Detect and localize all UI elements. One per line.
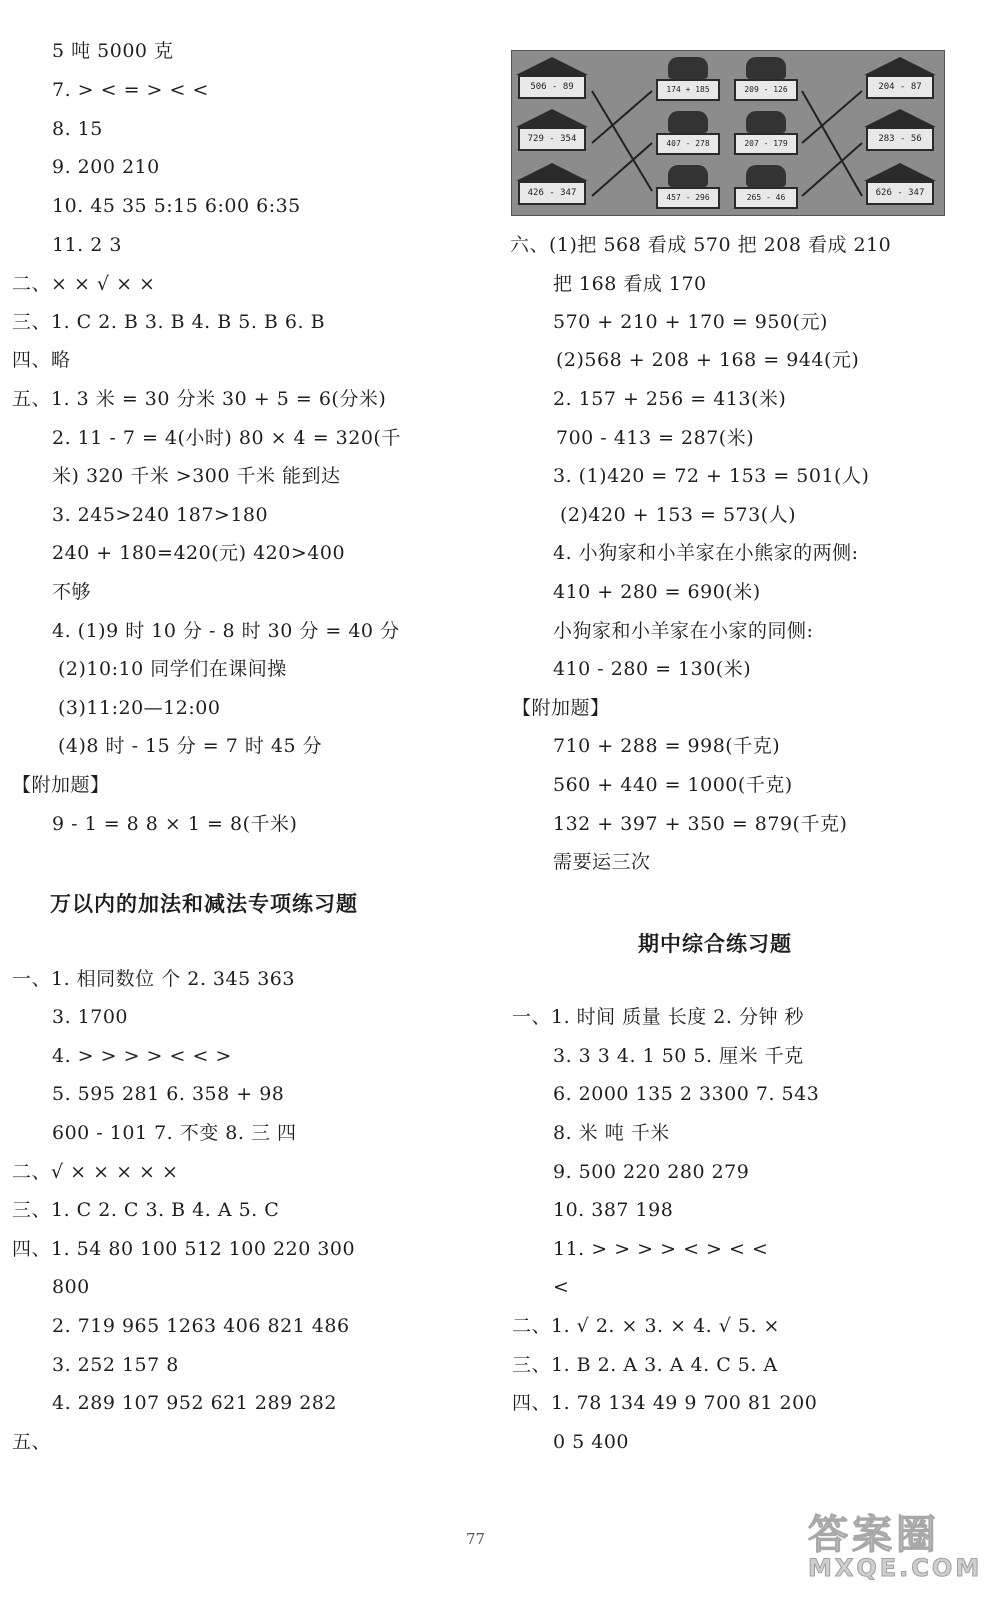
animal-icon	[734, 165, 798, 209]
matching-figure	[511, 50, 945, 216]
answer-line: 六、(1)把 568 看成 570 把 208 看成 210	[510, 234, 892, 256]
answer-line: 700 - 413 = 287(米)	[556, 427, 755, 449]
answer-line: 3. 252 157 8	[52, 1354, 179, 1376]
answer-line: 四、1. 54 80 100 512 100 220 300	[12, 1238, 356, 1260]
answer-line: 需要运三次	[553, 851, 651, 873]
answer-line: 0 5 400	[553, 1431, 630, 1453]
answer-line: 240 + 180=420(元) 420>400	[52, 542, 346, 564]
watermark-text: 答案圈	[808, 1512, 940, 1558]
answer-line: <	[553, 1276, 570, 1298]
answer-line: 410 + 280 = 690(米)	[553, 581, 761, 603]
answer-line: 600 - 101 7. 不变 8. 三 四	[52, 1122, 297, 1144]
house-label: 729 - 354	[518, 127, 586, 151]
answer-line: 2. 157 + 256 = 413(米)	[553, 388, 787, 410]
answer-line: (2)568 + 208 + 168 = 944(元)	[556, 349, 860, 371]
answer-line: 10. 387 198	[553, 1199, 674, 1221]
answer-line: 11. > > > > < > < <	[553, 1238, 769, 1260]
answer-line: 9. 200 210	[52, 156, 160, 178]
answer-line: 7. > < = > < <	[52, 79, 209, 101]
answer-line: 三、1. C 2. C 3. B 4. A 5. C	[12, 1199, 280, 1221]
answer-line: 二、1. √ 2. × 3. × 4. √ 5. ×	[512, 1315, 780, 1337]
answer-line: 米) 320 千米 >300 千米 能到达	[52, 465, 341, 487]
answer-line: 一、1. 时间 质量 长度 2. 分钟 秒	[512, 1006, 804, 1028]
answer-line: (2)420 + 153 = 573(人)	[560, 504, 797, 526]
animal-label: 407 - 278	[656, 133, 720, 155]
answer-line: (4)8 时 - 15 分 = 7 时 45 分	[58, 735, 323, 757]
answer-line: 【附加题】	[12, 774, 110, 796]
answer-line: 3. (1)420 = 72 + 153 = 501(人)	[553, 465, 870, 487]
answer-line: 二、× × √ × ×	[12, 273, 156, 295]
answer-line: 560 + 440 = 1000(千克)	[553, 774, 793, 796]
answer-line: 4. 小狗家和小羊家在小熊家的两侧:	[553, 542, 859, 564]
answer-line: (3)11:20—12:00	[58, 697, 221, 719]
section-title: 万以内的加法和减法专项练习题	[50, 892, 358, 916]
watermark-logo	[808, 1503, 983, 1593]
answer-line: 11. 2 3	[52, 234, 122, 256]
answer-line: 3. 245>240 187>180	[52, 504, 269, 526]
answer-line: 8. 米 吨 千米	[553, 1122, 670, 1144]
house-icon	[864, 109, 936, 151]
answer-line: 8. 15	[52, 118, 103, 140]
animal-icon	[734, 57, 798, 101]
answer-line: 9. 500 220 280 279	[553, 1161, 750, 1183]
house-label: 426 - 347	[518, 181, 586, 205]
house-icon	[864, 163, 936, 205]
answer-line: 3. 3 3 4. 1 50 5. 厘米 千克	[553, 1045, 804, 1067]
house-label: 204 - 87	[866, 75, 934, 99]
answer-line: 不够	[52, 581, 92, 603]
answer-line: 9 - 1 = 8 8 × 1 = 8(千米)	[52, 813, 298, 835]
animal-label: 457 - 296	[656, 187, 720, 209]
answer-line: 4. > > > > < < >	[52, 1045, 232, 1067]
answer-line: 三、1. C 2. B 3. B 4. B 5. B 6. B	[12, 311, 326, 333]
animal-label: 174 + 185	[656, 79, 720, 101]
animal-icon	[656, 57, 720, 101]
answer-line: 小狗家和小羊家在小家的同侧:	[553, 620, 814, 642]
house-icon	[516, 163, 588, 205]
answer-line: 10. 45 35 5:15 6:00 6:35	[52, 195, 301, 217]
animal-icon	[734, 111, 798, 155]
answer-line: (2)10:10 同学们在课间操	[58, 658, 287, 680]
house-label: 506 - 89	[518, 75, 586, 99]
house-label: 626 - 347	[866, 181, 934, 205]
house-icon	[516, 57, 588, 99]
answer-line: 800	[52, 1276, 90, 1298]
answer-line: 一、1. 相同数位 个 2. 345 363	[12, 968, 295, 990]
answer-line: 【附加题】	[512, 697, 610, 719]
answer-line: 四、1. 78 134 49 9 700 81 200	[512, 1392, 818, 1414]
answer-line: 570 + 210 + 170 = 950(元)	[553, 311, 828, 333]
answer-line: 2. 719 965 1263 406 821 486	[52, 1315, 350, 1337]
animal-icon	[656, 111, 720, 155]
answer-line: 五、	[12, 1431, 52, 1453]
answer-line: 5. 595 281 6. 358 + 98	[52, 1083, 285, 1105]
answer-line: 132 + 397 + 350 = 879(千克)	[553, 813, 848, 835]
answer-line: 二、√ × × × × ×	[12, 1161, 179, 1183]
answer-line: 6. 2000 135 2 3300 7. 543	[553, 1083, 820, 1105]
animal-label: 207 - 179	[734, 133, 798, 155]
watermark-url: MXQE.COM	[808, 1554, 983, 1582]
animal-label: 209 - 126	[734, 79, 798, 101]
answer-line: 4. (1)9 时 10 分 - 8 时 30 分 = 40 分	[52, 620, 400, 642]
answer-line: 410 - 280 = 130(米)	[553, 658, 752, 680]
house-icon	[864, 57, 936, 99]
answer-line: 四、略	[12, 349, 71, 371]
answer-line: 5 吨 5000 克	[52, 40, 174, 62]
answer-line: 2. 11 - 7 = 4(小时) 80 × 4 = 320(千	[52, 427, 401, 449]
section-title: 期中综合练习题	[638, 932, 792, 956]
answer-line: 710 + 288 = 998(千克)	[553, 735, 781, 757]
house-icon	[516, 109, 588, 151]
house-label: 283 - 56	[866, 127, 934, 151]
animal-label: 265 - 46	[734, 187, 798, 209]
animal-icon	[656, 165, 720, 209]
answer-line: 3. 1700	[52, 1006, 129, 1028]
answer-line: 五、1. 3 米 = 30 分米 30 + 5 = 6(分米)	[12, 388, 387, 410]
answer-line: 三、1. B 2. A 3. A 4. C 5. A	[512, 1354, 778, 1376]
answer-line: 把 168 看成 170	[553, 273, 707, 295]
answer-line: 4. 289 107 952 621 289 282	[52, 1392, 337, 1414]
page-number: 77	[466, 1530, 486, 1548]
